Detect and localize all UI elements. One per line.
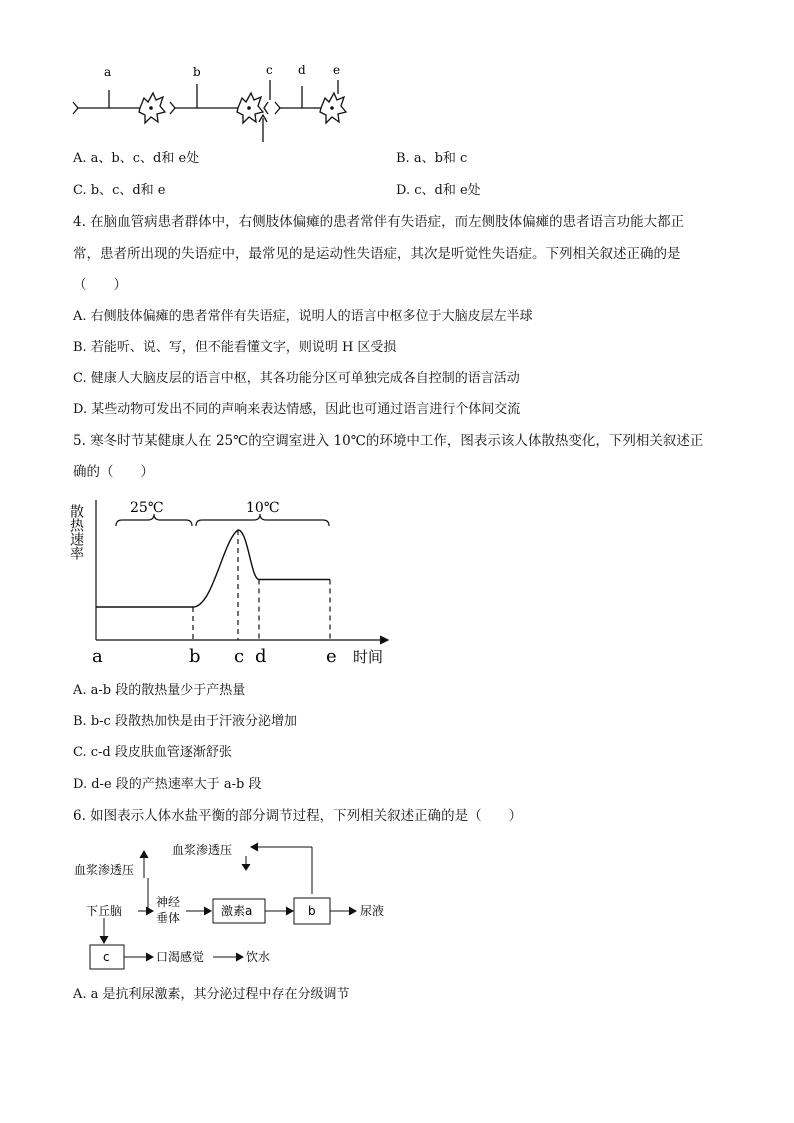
x-tick-e: e — [326, 646, 337, 667]
pituitary-line-1: 神经 — [156, 895, 181, 909]
x-axis-label: 时间 — [353, 648, 384, 666]
q6-stem: 6. 如图表示人体水盐平衡的部分调节过程，下列相关叙述正确的是（ ） — [73, 808, 523, 824]
q5-option-c[interactable]: C. c-d 段皮肤血管逐渐舒张 — [73, 745, 232, 760]
x-tick-d: d — [255, 646, 267, 667]
temp-label-25: 25℃ — [130, 500, 164, 516]
b-label: b — [308, 904, 316, 918]
label-e: e — [333, 63, 341, 77]
y-axis-label: 散热速率 — [68, 504, 84, 560]
label-c: c — [266, 63, 273, 77]
drink-label: 饮水 — [246, 950, 271, 964]
q5-stem-line-1: 5. 寒冬时节某健康人在 25℃的空调室进入 10℃的环境中工作，图表示该人体散热变化，下列相关叙述正 — [73, 433, 704, 449]
q4-option-c[interactable]: C. 健康人大脑皮层的语言中枢，其各功能分区可单独完成各自控制的语言活动 — [73, 371, 520, 386]
hypothalamus: 下丘脑 — [86, 904, 123, 918]
x-tick-b: b — [189, 646, 201, 667]
q3-option-c[interactable]: C. b、c、d和 e — [73, 183, 166, 198]
temp-label-10: 10℃ — [246, 500, 280, 516]
q3-option-d[interactable]: D. c、d和 e处 — [396, 183, 481, 198]
heat-rate-line — [96, 530, 330, 607]
q4-stem-line-2: 常，患者所出现的失语症中，最常见的是运动性失语症，其次是听觉性失语症。下列相关叙述正确的是 — [73, 246, 681, 262]
q5-stem-line-2: 确的（ ） — [73, 464, 154, 480]
q6-option-a[interactable]: A. a 是抗利尿激素，其分泌过程中存在分级调节 — [73, 987, 350, 1002]
q5-option-a[interactable]: A. a-b 段的散热量少于产热量 — [73, 683, 246, 698]
x-tick-a: a — [92, 646, 103, 667]
x-tick-c: c — [234, 646, 245, 667]
q4-option-d[interactable]: D. 某些动物可发出不同的声响来表达情感，因此也可通过语言进行个体间交流 — [73, 402, 521, 417]
label-d: d — [298, 63, 306, 77]
plasma-osmotic-left: 血浆渗透压 — [74, 863, 135, 877]
q4-stem-line-3: （ ） — [73, 277, 127, 293]
thirst-label: 口渴感觉 — [156, 950, 205, 964]
q4-stem-line-1: 4. 在脑血管病患者群体中，右侧肢体偏瘫的患者常伴有失语症，而左侧肢体偏瘫的患者语言功能大都正 — [73, 214, 685, 230]
q4-option-a[interactable]: A. 右侧肢体偏瘫的患者常伴有失语症，说明人的语言中枢多位于大脑皮层左半球 — [73, 309, 533, 324]
q3-option-a[interactable]: A. a、b、c、d和 e处 — [73, 151, 200, 166]
q4-option-b[interactable]: B. 若能听、说、写，但不能看懂文字，则说明 H 区受损 — [73, 340, 397, 355]
label-b: b — [193, 65, 201, 79]
hormone-a-label: 激素a — [221, 904, 253, 918]
neuron-diagram — [68, 60, 358, 145]
plasma-osmotic-top: 血浆渗透压 — [172, 843, 233, 857]
pituitary-line-2: 垂体 — [156, 911, 181, 925]
c-label: c — [103, 950, 110, 964]
urine-label: 尿液 — [360, 904, 385, 918]
q5-option-d[interactable]: D. d-e 段的产热速率大于 a-b 段 — [73, 777, 262, 792]
q3-option-b[interactable]: B. a、b和 c — [396, 151, 468, 166]
water-salt-flow-diagram — [68, 832, 408, 977]
label-a: a — [104, 65, 112, 79]
q5-option-b[interactable]: B. b-c 段散热加快是由于汗液分泌增加 — [73, 714, 297, 729]
heat-dissipation-chart — [68, 490, 398, 670]
